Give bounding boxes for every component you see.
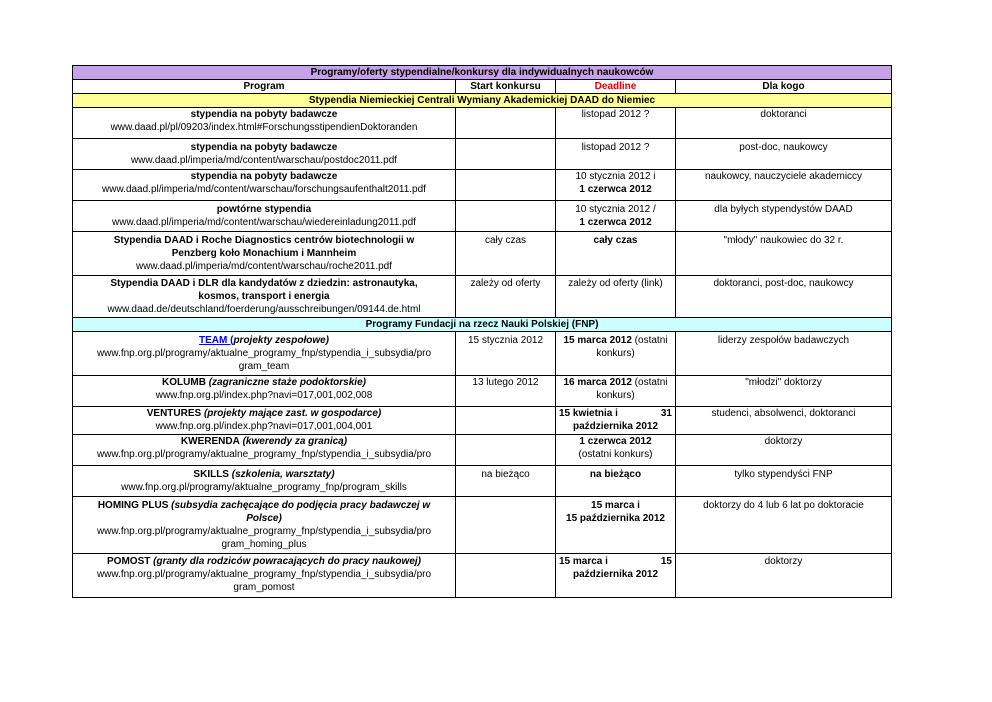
start-cell xyxy=(456,435,556,466)
start-cell xyxy=(456,497,556,554)
table-row: Stypendia DAAD i DLR dla kandydatów z dziedzin: astronautyka, kosmos, transport i energia www.daad.de/deutschland/foerderung/ausschreibungen/09144.de.html zależy od oferty zależy od oferty (link) doktoranci, post-doc, naukowcy xyxy=(73,276,892,318)
table-row: KOLUMB (zagraniczne staże podoktorskie) www.fnp.org.pl/index.php?navi=017,001,002,008 13 lutego 2012 16 marca 2012 (ostatni konkurs) "młodzi" doktorzy xyxy=(73,376,892,407)
program-url[interactable]: www.fnp.org.pl/index.php?navi=017,001,002,008 xyxy=(155,390,373,401)
program-name: stypendia na pobyty badawcze xyxy=(190,142,338,153)
who-cell: doktorzy do 4 lub 6 lat po doktoracie xyxy=(676,497,892,554)
program-url[interactable]: www.daad.de/deutschland/foerderung/ausschreibungen/09144.de.html xyxy=(107,304,421,315)
header-deadline: Deadline xyxy=(556,80,676,94)
program-name: Stypendia DAAD i Roche Diagnostics centrów biotechnologii w xyxy=(113,235,415,246)
deadline-cell: 1 czerwca 2012 (ostatni konkurs) xyxy=(556,435,676,466)
table-row: HOMING PLUS (subsydia zachęcające do podjęcia pracy badawczej w Polsce) www.fnp.org.pl/programy/aktualne_programy_fnp/stypendia_i_subsydia/pro gram_homing_plus 15 marca i 15 października 2012 doktorzy do 4 lub 6 lat po doktoracie xyxy=(73,497,892,554)
table-row: POMOST (granty dla rodziców powracających do pracy naukowej) www.fnp.org.pl/programy/aktualne_programy_fnp/stypendia_i_subsydia/pro gram_pomost 15 marca i 15 października 2012 doktorzy xyxy=(73,554,892,598)
start-cell: 15 stycznia 2012 xyxy=(456,332,556,376)
programs-table xyxy=(72,65,892,598)
who-cell: naukowcy, nauczyciele akademiccy xyxy=(676,170,892,201)
program-url[interactable]: www.fnp.org.pl/programy/aktualne_programy_fnp/stypendia_i_subsydia/pro xyxy=(96,526,432,537)
deadline-cell: 10 stycznia 2012 i 1 czerwca 2012 xyxy=(556,170,676,201)
who-cell: liderzy zespołów badawczych xyxy=(676,332,892,376)
program-name: stypendia na pobyty badawcze xyxy=(190,109,338,120)
header-start: Start konkursu xyxy=(456,80,556,94)
program-url[interactable]: www.daad.pl/imperia/md/content/warschau/roche2011.pdf xyxy=(135,261,393,272)
who-cell: doktorzy xyxy=(676,435,892,466)
program-url[interactable]: www.daad.pl/pl/09203/index.html#ForschungsstipendienDoktoranden xyxy=(110,122,418,133)
table-row: Stypendia DAAD i Roche Diagnostics centrów biotechnologii w Penzberg koło Monachium i Mannheim www.daad.pl/imperia/md/content/warschau/roche2011.pdf cały czas cały czas "młody" naukowiec do 32 r. xyxy=(73,232,892,276)
program-url[interactable]: www.daad.pl/imperia/md/content/warschau/postdoc2011.pdf xyxy=(130,155,398,166)
who-cell: doktorzy xyxy=(676,554,892,598)
table-row xyxy=(73,139,892,170)
section-fnp: Programy Fundacji na rzecz Nauki Polskiej (FNP) xyxy=(73,318,892,332)
who-cell: tylko stypendyści FNP xyxy=(676,466,892,497)
table-row: VENTURES (projekty mające zast. w gospodarce) www.fnp.org.pl/index.php?navi=017,001,004,001 15 kwietnia i 31 października 2012 studenci, absolwenci, doktoranci xyxy=(73,407,892,435)
program-url[interactable]: www.daad.pl/imperia/md/content/warschau/wiedereinladung2011.pdf xyxy=(112,217,416,228)
who-cell: doktoranci, post-doc, naukowcy xyxy=(676,276,892,318)
start-cell xyxy=(456,170,556,201)
table-row: KWERENDA (kwerendy za granicą) www.fnp.org.pl/programy/aktualne_programy_fnp/stypendia_i_subsydia/pro 1 czerwca 2012 (ostatni konkurs) doktorzy xyxy=(73,435,892,466)
deadline-cell: listopad 2012 ? xyxy=(556,139,676,170)
start-cell: cały czas xyxy=(456,232,556,276)
table-title: Programy/oferty stypendialne/konkursy dla indywidualnych naukowców xyxy=(73,66,892,80)
table-row xyxy=(73,201,892,232)
program-url[interactable]: www.fnp.org.pl/index.php?navi=017,001,004,001 xyxy=(155,421,373,432)
deadline-cell: 10 stycznia 2012 / 1 czerwca 2012 xyxy=(556,201,676,232)
table-row xyxy=(73,170,892,201)
table-row: TEAM (projekty zespołowe) www.fnp.org.pl/programy/aktualne_programy_fnp/stypendia_i_subsydia/pro gram_team 15 stycznia 2012 15 marca 2012 (ostatni konkurs) liderzy zespołów badawczych xyxy=(73,332,892,376)
program-name: Stypendia DAAD i DLR dla kandydatów z dziedzin: astronautyka, xyxy=(110,278,418,289)
start-cell xyxy=(456,554,556,598)
deadline-cell: na bieżąco xyxy=(556,466,676,497)
deadline-cell: 16 marca 2012 (ostatni konkurs) xyxy=(556,376,676,407)
start-cell xyxy=(456,139,556,170)
section-daad: Stypendia Niemieckiej Centrali Wymiany Akademickiej DAAD do Niemiec xyxy=(73,94,892,108)
start-cell xyxy=(456,201,556,232)
program-url[interactable]: www.fnp.org.pl/programy/aktualne_programy_fnp/stypendia_i_subsydia/pro xyxy=(96,569,432,580)
start-cell: na bieżąco xyxy=(456,466,556,497)
who-cell: "młodzi" doktorzy xyxy=(676,376,892,407)
deadline-cell: 15 kwietnia i 31 października 2012 xyxy=(556,407,676,435)
program-url[interactable]: www.fnp.org.pl/programy/aktualne_programy_fnp/stypendia_i_subsydia/pro xyxy=(96,449,432,460)
who-cell: "młody" naukowiec do 32 r. xyxy=(676,232,892,276)
program-name: stypendia na pobyty badawcze xyxy=(190,171,338,182)
start-cell: 13 lutego 2012 xyxy=(456,376,556,407)
deadline-cell: cały czas xyxy=(556,232,676,276)
who-cell: post-doc, naukowcy xyxy=(676,139,892,170)
table-row: SKILLS (szkolenia, warsztaty) www.fnp.org.pl/programy/aktualne_programy_fnp/program_skills na bieżąco na bieżąco tylko stypendyści FNP xyxy=(73,466,892,497)
start-cell xyxy=(456,108,556,139)
start-cell xyxy=(456,407,556,435)
who-cell: dla byłych stypendystów DAAD xyxy=(676,201,892,232)
program-name: powtórne stypendia xyxy=(216,204,312,215)
table-row xyxy=(73,108,892,139)
start-cell: zależy od oferty xyxy=(456,276,556,318)
who-cell: studenci, absolwenci, doktoranci xyxy=(676,407,892,435)
header-who: Dla kogo xyxy=(676,80,892,94)
team-link[interactable]: TEAM ( xyxy=(198,335,234,346)
deadline-cell: 15 marca i 15 października 2012 xyxy=(556,554,676,598)
deadline-cell: listopad 2012 ? xyxy=(556,108,676,139)
deadline-cell: 15 marca i 15 października 2012 xyxy=(556,497,676,554)
program-url[interactable]: www.fnp.org.pl/programy/aktualne_programy_fnp/program_skills xyxy=(121,482,407,493)
program-url[interactable]: www.fnp.org.pl/programy/aktualne_programy_fnp/stypendia_i_subsydia/pro xyxy=(96,348,432,359)
who-cell: doktoranci xyxy=(676,108,892,139)
header-program: Program xyxy=(73,80,456,94)
deadline-cell: zależy od oferty (link) xyxy=(556,276,676,318)
program-url[interactable]: www.daad.pl/imperia/md/content/warschau/forschungsaufenthalt2011.pdf xyxy=(102,184,426,195)
deadline-cell: 15 marca 2012 (ostatni konkurs) xyxy=(556,332,676,376)
